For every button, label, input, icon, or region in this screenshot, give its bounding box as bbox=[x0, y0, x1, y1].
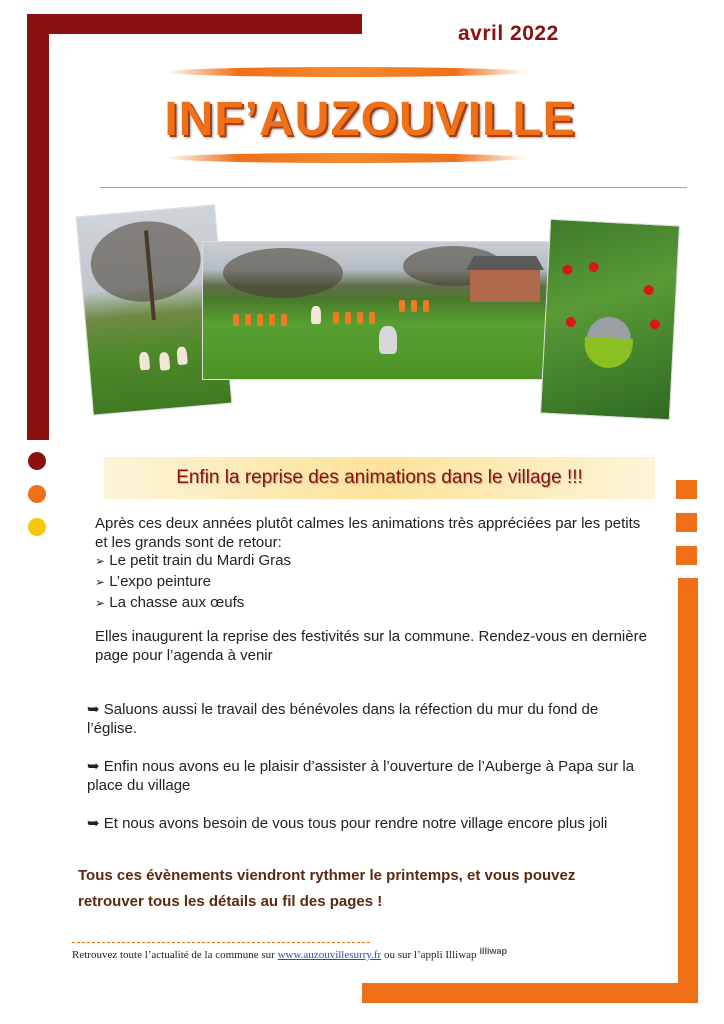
arrowhead-bullet-icon: ➢ bbox=[95, 596, 106, 610]
frame-top-bar bbox=[27, 14, 362, 34]
title-swoosh-bottom bbox=[165, 153, 527, 163]
frame-left-bar bbox=[27, 14, 49, 440]
website-link[interactable]: www.auzouvillesurry.fr bbox=[277, 949, 382, 961]
news-bullet: ➥ Enfin nous avons eu le plaisir d’assister à l’ouverture de l’Auberge à Papa sur la place du village bbox=[87, 758, 635, 794]
page-title: INF’AUZOUVILLE bbox=[164, 93, 576, 146]
curved-arrow-icon: ➥ bbox=[87, 815, 100, 832]
photo-village-green-bunnies bbox=[202, 241, 559, 380]
curved-arrow-icon: ➥ bbox=[87, 758, 100, 775]
frame-right-bar bbox=[678, 578, 698, 1003]
news-bullet: ➥ Et nous avons besoin de vous tous pour rendre notre village encore plus joli bbox=[87, 815, 608, 832]
photo-flowers-bunny-pot bbox=[540, 219, 680, 421]
arrowhead-bullet-icon: ➢ bbox=[95, 575, 106, 589]
title-swoosh-top bbox=[165, 67, 527, 77]
arrowhead-bullet-icon: ➢ bbox=[95, 554, 106, 568]
events-list bbox=[95, 551, 655, 614]
footer: Retrouvez toute l’actualité de la commune sur www.auzouvillesurry.fr ou sur l’appli Illiwap $^{illiwap}$ bbox=[72, 946, 508, 961]
list-item: ➢ Le petit train du Mardi Gras bbox=[95, 552, 291, 569]
header-divider bbox=[100, 187, 687, 188]
frame-bottom-bar bbox=[362, 983, 698, 1003]
issue-date: avril 2022 bbox=[458, 22, 559, 45]
headline-text: Enfin la reprise des animations dans le village !!! bbox=[176, 467, 583, 488]
decor-dot-yellow bbox=[28, 518, 46, 536]
decor-square bbox=[676, 480, 697, 499]
footer-divider bbox=[72, 942, 370, 943]
decor-square bbox=[676, 546, 697, 565]
decor-dot-red bbox=[28, 452, 46, 470]
illiwap-logo: illiwap bbox=[479, 946, 508, 956]
decor-dot-orange bbox=[28, 485, 46, 503]
followup-paragraph: Elles inaugurent la reprise des festivités sur la commune. Rendez-vous en dernière page pour l’agenda à venir bbox=[95, 628, 647, 664]
decor-square bbox=[676, 513, 697, 532]
closing-statement: Tous ces évènements viendront rythmer le printemps, et vous pouvez retrouver tous les détails au fil des pages ! bbox=[78, 867, 576, 910]
headline-banner bbox=[104, 457, 655, 499]
news-bullet: ➥ Saluons aussi le travail des bénévoles dans la réfection du mur du fond de l’église. bbox=[87, 701, 599, 737]
list-item: ➢ La chasse aux œufs bbox=[95, 594, 245, 611]
curved-arrow-icon: ➥ bbox=[87, 701, 100, 718]
intro-paragraph: Après ces deux années plutôt calmes les animations très appréciées par les petits et les grands sont de retour: bbox=[95, 515, 641, 551]
list-item: ➢ L’expo peinture bbox=[95, 573, 211, 590]
